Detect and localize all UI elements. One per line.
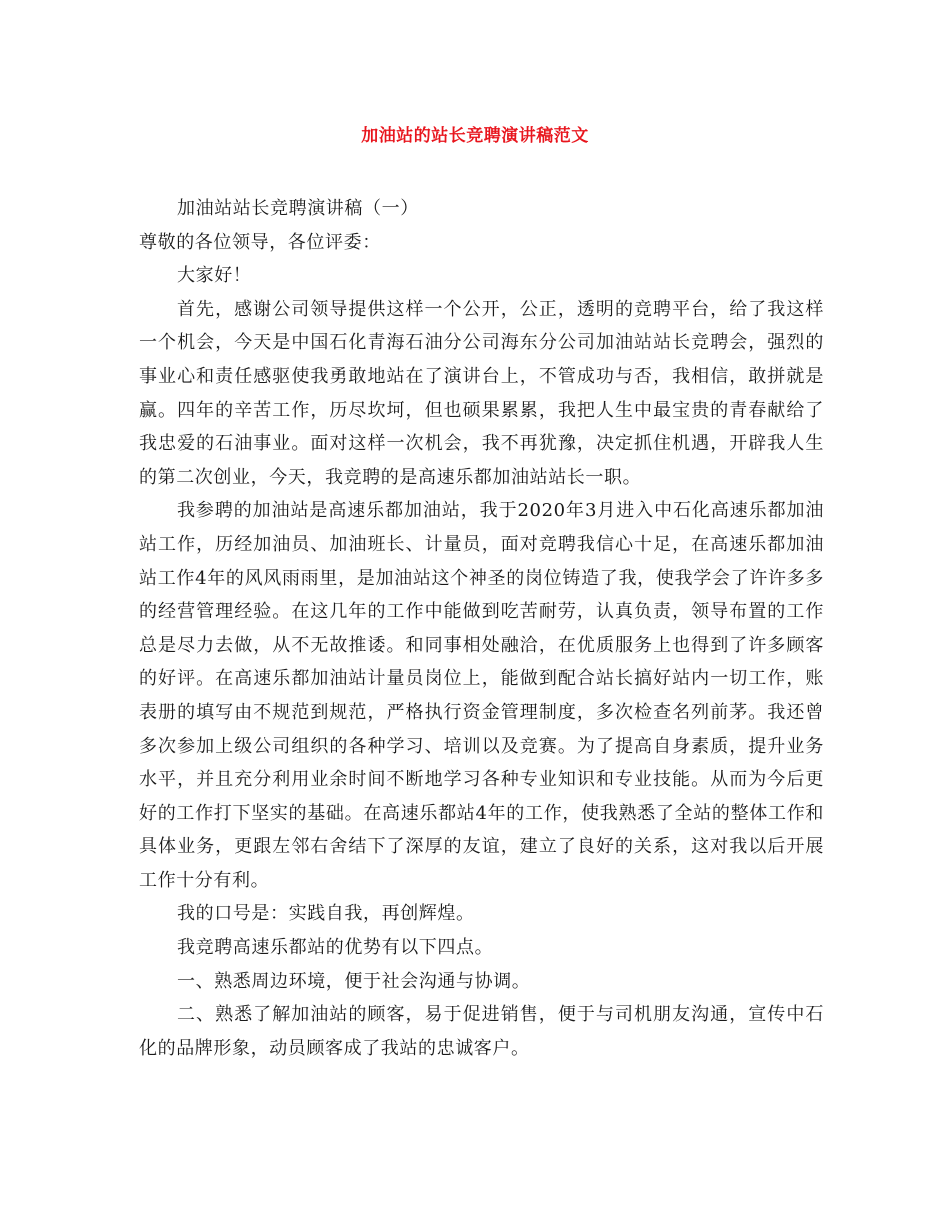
document-title: 加油站的站长竞聘演讲稿范文 [361,126,589,146]
paragraph-introduction: 首先，感谢公司领导提供这样一个公开，公正，透明的竞聘平台，给了我这样一个机会，今天是中国石化青海石油分公司海东分公司加油站站长竞聘会，强烈的事业心和责任感驱使我勇敢地站在了演讲台上，不管成功与否，我相信，敢拼就是赢。四年的辛苦工作，历尽坎坷，但也硕果累累，我把人生中最宝贵的青春献给了我忠爱的石油事业。面对这样一次机会，我不再犹豫，决定抓住机遇，开辟我人生的第二次创业，今天，我竞聘的是高速乐都加油站站长一职。 [139,298,824,488]
speech-heading: 加油站站长竞聘演讲稿（一） [177,198,419,219]
document-body [139,192,824,1065]
paragraph-slogan: 我的口号是：实践自我，再创辉煌。 [177,903,475,925]
paragraph-advantages-intro: 我竞聘高速乐都站的优势有以下四点。 [177,937,494,959]
salutation: 尊敬的各位领导，各位评委： [139,231,381,253]
paragraph-experience: 我参聘的加油站是高速乐都加油站，我于2020年3月进入中石化高速乐都加油站工作，历经加油员、加油班长、计量员，面对竞聘我信心十足，在高速乐都加油站工作4年的风风雨雨里，是加油站这个神圣的岗位铸造了我，使我学会了许许多多的经营管理经验。在这几年的工作中能做到吃苦耐劳，认真负责，领导布置的工作总是尽力去做，从不无故推诿。和同事相处融洽，在优质服务上也得到了许多顾客的好评。在高速乐都加油站计量员岗位上，能做到配合站长搞好站内一切工作，账表册的填写由不规范到规范，严格执行资金管理制度，多次检查名列前茅。我还曾多次参加上级公司组织的各种学习、培训以及竞赛。为了提高自身素质，提升业务水平，并且充分利用业余时间不断地学习各种专业知识和专业技能。从而为今后更好的工作打下坚实的基础。在高速乐都站4年的工作，使我熟悉了全站的整体工作和具体业务，更跟左邻右舍结下了深厚的友谊，建立了良好的关系，这对我以后开展工作十分有利。 [139,500,824,891]
advantage-item-2: 二、熟悉了解加油站的顾客，易于促进销售，便于与司机朋友沟通，宣传中石化的品牌形象，动员顾客成了我站的忠诚客户。 [139,1004,824,1059]
advantage-item-1: 一、熟悉周边环境，便于社会沟通与协调。 [177,970,531,992]
greeting: 大家好！ [177,265,252,287]
